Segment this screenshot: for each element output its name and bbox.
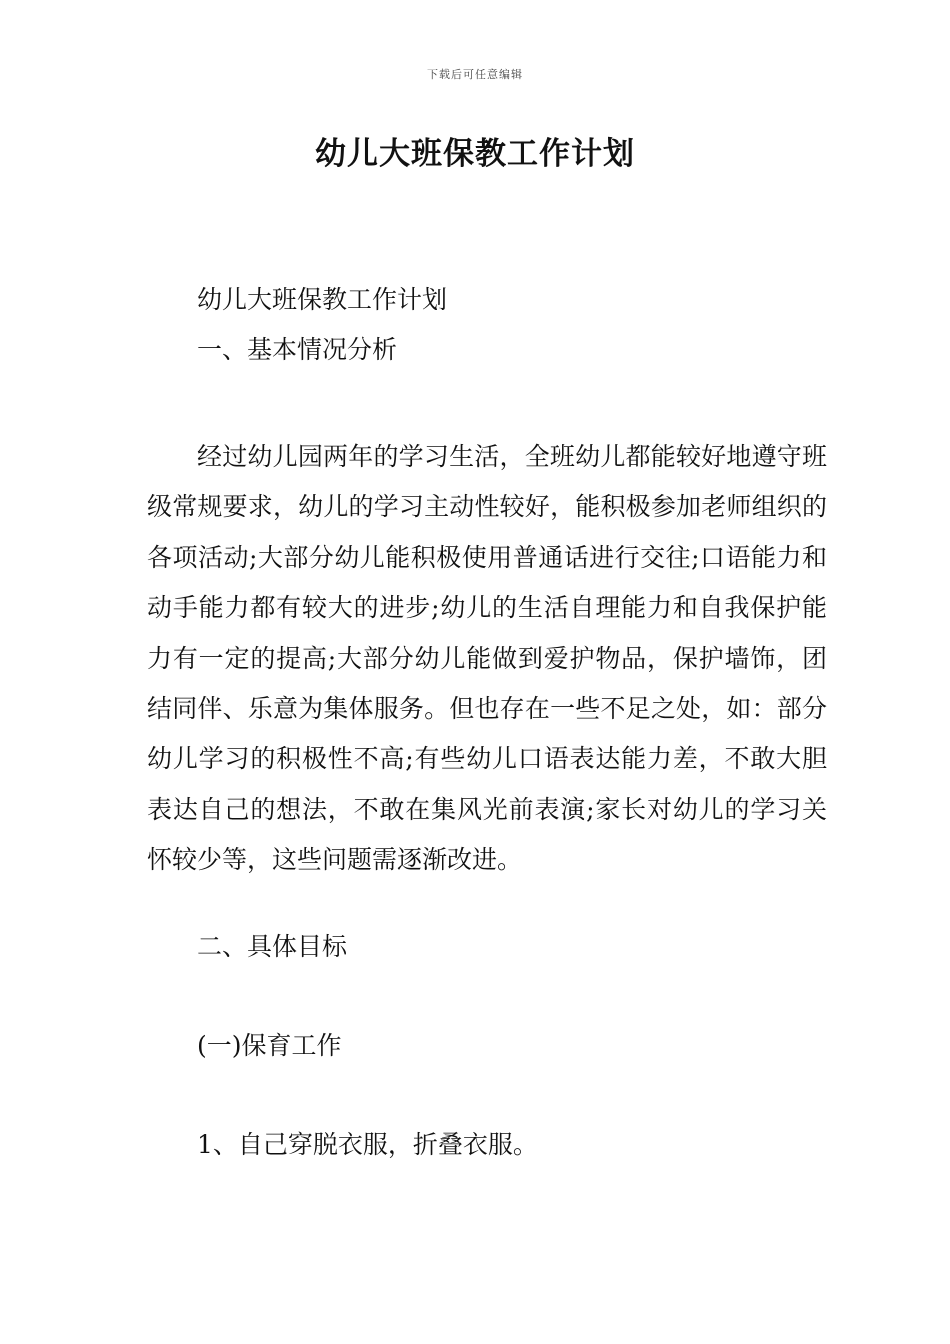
subtitle: 幼儿大班保教工作计划 [197, 285, 448, 314]
section-heading-goals: 二、具体目标 [197, 932, 348, 961]
paragraph-basic-analysis: 经过幼儿园两年的学习生活，全班幼儿都能较好地遵守班级常规要求，幼儿的学习主动性较好，能积极参加老师组织的各项活动;大部分幼儿能积极使用普通话进行交往;口语能力和动手能力都有较大的进步;幼儿的生活自理能力和自我保护能力有一定的提高;大部分幼儿能做到爱护物品，保护墙饰，团结同伴、乐意为集体服务。但也存在一些不足之处，如：部分幼儿学习的积极性不高;有些幼儿口语表达能力差，不敢大胆表达自己的想法，不敢在集风光前表演;家长对幼儿的学习关怀较少等，这些问题需逐渐改进。 [147, 442, 827, 875]
document-title: 幼儿大班保教工作计划 [315, 136, 635, 172]
header-note: 下载后可任意编辑 [427, 68, 523, 81]
section-heading-basic-analysis: 一、基本情况分析 [197, 335, 398, 364]
subsection-heading-care: (一)保育工作 [197, 1031, 342, 1060]
list-item-care-1: 1、自己穿脱衣服，折叠衣服。 [197, 1130, 538, 1159]
